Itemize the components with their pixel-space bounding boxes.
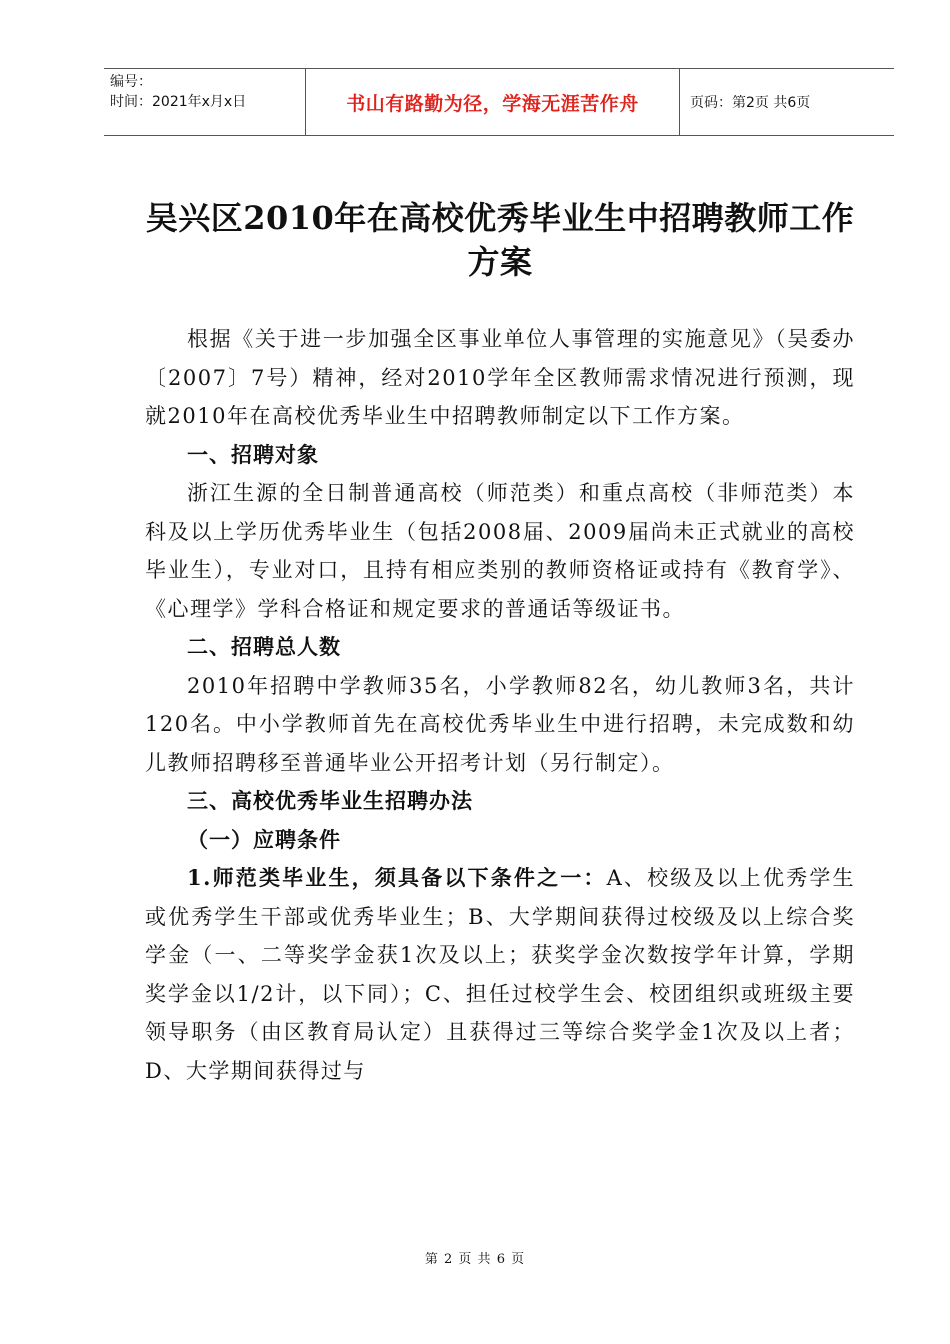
document-body bbox=[145, 320, 855, 1090]
header-motto: 书山有路勤为径，学海无涯苦作舟 bbox=[306, 69, 680, 135]
document-title: 吴兴区2010年在高校优秀毕业生中招聘教师工作方案 bbox=[145, 199, 855, 281]
section-2-paragraph: 2010年招聘中学教师35名，小学教师82名，幼儿教师3名，共计120名。中小学教师首先在高校优秀毕业生中进行招聘，未完成数和幼儿教师招聘移至普通毕业公开招考计划（另行制定）。 bbox=[145, 673, 855, 775]
section-2-heading: 二、招聘总人数 bbox=[187, 635, 341, 659]
condition-1-text: A、校级及以上优秀学生或优秀学生干部或优秀毕业生；B、大学期间获得过校级及以上综合奖学金（一、二等奖学金获1次及以上；获奖学金次数按学年计算，学期奖学金以1/2计，以下同）；C、担任过校学生会、校团组织或班级主要领导职务（由区教育局认定）且获得过三等综合奖学金1次及以上者；D、大学期间获得过与 bbox=[145, 866, 855, 1083]
section-3-heading: 三、高校优秀毕业生招聘办法 bbox=[187, 789, 473, 813]
page-footer: 第 2 页 共 6 页 bbox=[424, 1252, 526, 1267]
intro-paragraph: 根据《关于进一步加强全区事业单位人事管理的实施意见》（吴委办〔2007〕7号）精神，经对2010学年全区教师需求情况进行预测，现就2010年在高校优秀毕业生中招聘教师制定以下工作方案。 bbox=[145, 327, 855, 428]
section-1-heading: 一、招聘对象 bbox=[187, 442, 319, 467]
document-header bbox=[104, 68, 894, 136]
section-1-paragraph: 浙江生源的全日制普通高校（师范类）和重点高校（非师范类）本科及以上学历优秀毕业生（包括2008届、2009届尚未正式就业的高校毕业生），专业对口，且持有相应类别的教师资格证或持有《教育学》、《心理学》学科合格证和规定要求的普通话等级证书。 bbox=[145, 481, 855, 621]
subsection-1-heading: （一）应聘条件 bbox=[187, 827, 341, 852]
header-page-label: 页码：第2页 共6页 bbox=[690, 95, 811, 111]
header-meta bbox=[104, 69, 306, 135]
condition-1-lead: 1.师范类毕业生，须具备以下条件之一： bbox=[187, 865, 607, 890]
header-number-label: 编号： bbox=[110, 74, 152, 90]
condition-1-paragraph bbox=[145, 859, 855, 1090]
header-time-label: 时间：2021年x月x日 bbox=[110, 94, 247, 110]
